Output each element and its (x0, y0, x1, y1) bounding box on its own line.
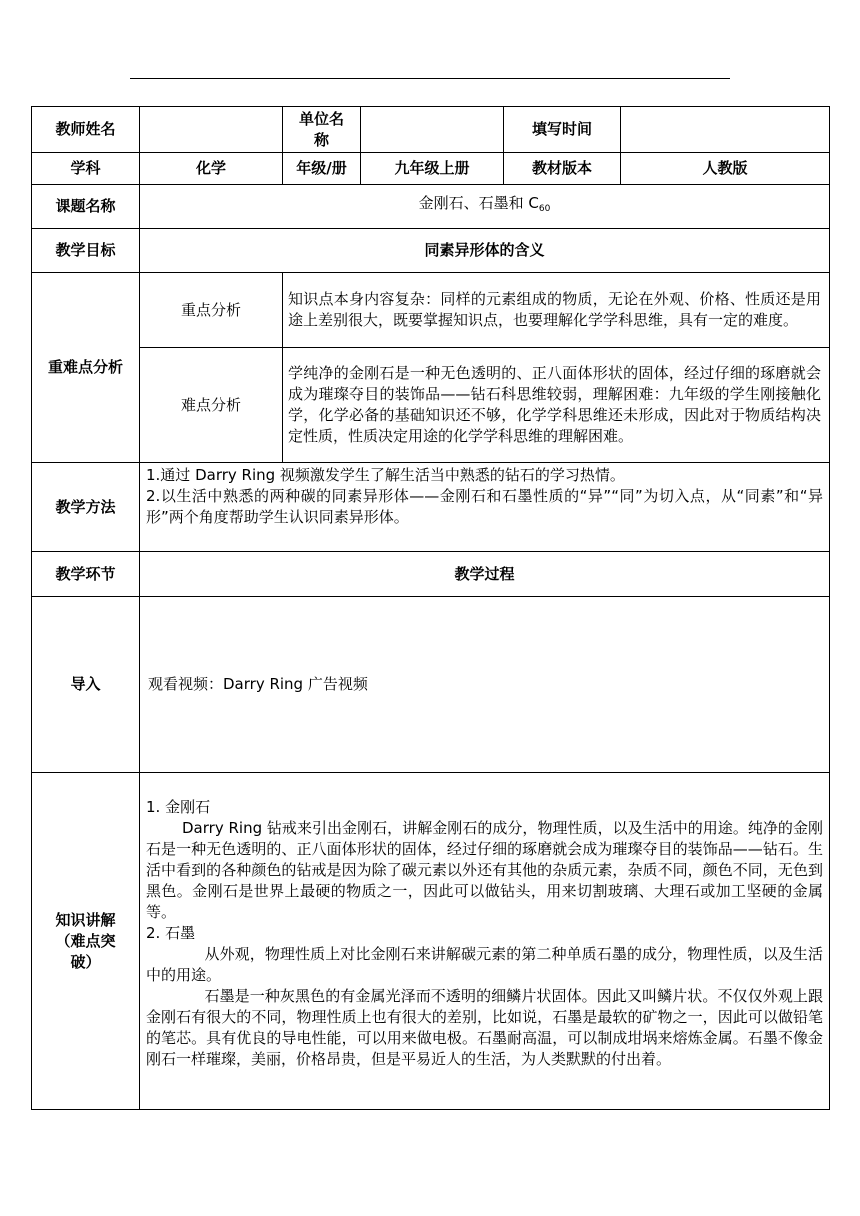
intro-label: 导入 (32, 597, 140, 773)
lesson-title-main: 金刚石、石墨和 C (418, 194, 539, 212)
teaching-section-label: 教学环节 (32, 552, 140, 597)
grade-label: 年级/册 (283, 153, 361, 185)
teaching-process-label: 教学过程 (140, 552, 830, 597)
row-subject (32, 153, 830, 185)
subject-label: 学科 (32, 153, 140, 185)
difficult-analysis-text: 学纯净的金刚石是一种无色透明的、正八面体形状的固体，经过仔细的琢磨就会成为璀璨夺目的装饰品——钻石科思维较弱，理解困难：九年级的学生刚接触化学，化学必备的基础知识还不够，化学学科思维还未形成，因此对于物质结构决定性质，性质决定用途的化学学科思维的理解困难。 (283, 348, 830, 463)
fill-time-value (621, 107, 830, 153)
teaching-method-line-2: 2.以生活中熟悉的两种碳的同素异形体——金刚石和石墨性质的“异”“同”为切入点，从“同素”和“异形”两个角度帮助学生认识同素异形体。 (146, 487, 823, 526)
textbook-label: 教材版本 (504, 153, 621, 185)
difficult-analysis-label: 难点分析 (140, 348, 283, 463)
teaching-goal-value: 同素异形体的含义 (140, 229, 830, 273)
analysis-label: 重难点分析 (32, 273, 140, 463)
teacher-name-value (140, 107, 283, 153)
row-lesson-title (32, 185, 830, 229)
unit-name-label: 单位名称 (283, 107, 361, 153)
knowledge-label-line-2: （难点突 (55, 931, 116, 950)
teaching-method-label: 教学方法 (32, 463, 140, 552)
intro-text: 观看视频：Darry Ring 广告视频 (140, 597, 830, 773)
lesson-title-value (140, 185, 830, 229)
row-intro (32, 597, 830, 773)
diamond-heading: 1. 金刚石 (146, 798, 211, 816)
textbook-value: 人教版 (621, 153, 830, 185)
lesson-title-subscript: 60 (538, 204, 551, 214)
row-teaching-method (32, 463, 830, 552)
row-difficult-analysis (32, 348, 830, 463)
knowledge-label (32, 773, 140, 1110)
teaching-goal-label: 教学目标 (32, 229, 140, 273)
knowledge-label-line-1: 知识讲解 (55, 910, 116, 929)
graphite-text: 石墨是一种灰黑色的有金属光泽而不透明的细鳞片状固体。因此又叫鳞片状。不仅仅外观上跟金刚石有很大的不同，物理性质上也有很大的差别，比如说，石墨是最软的矿物之一，因此可以做铅笔的笔芯。具有优良的导电性能，可以用来做电极。石墨耐高温，可以制成坩埚来熔炼金属。石墨不像金刚石一样璀璨，美丽，价格昂贵，但是平易近人的生活，为人类默默的付出着。 (146, 987, 823, 1068)
row-teaching-goal (32, 229, 830, 273)
teaching-method-text (140, 463, 830, 552)
teacher-name-label: 教师姓名 (32, 107, 140, 153)
lesson-title-label: 课题名称 (32, 185, 140, 229)
key-analysis-text: 知识点本身内容复杂：同样的元素组成的物质，无论在外观、价格、性质还是用途上差别很大，既要掌握知识点，也要理解化学学科思维，具有一定的难度。 (283, 273, 830, 348)
row-process-header (32, 552, 830, 597)
unit-name-value (361, 107, 504, 153)
knowledge-content (140, 773, 830, 1110)
lesson-plan-table (31, 106, 830, 1110)
grade-value: 九年级上册 (361, 153, 504, 185)
key-analysis-label: 重点分析 (140, 273, 283, 348)
teaching-method-line-1: 1.通过 Darry Ring 视频激发学生了解生活当中熟悉的钻石的学习热情。 (146, 466, 625, 484)
row-knowledge (32, 773, 830, 1110)
row-key-analysis (32, 273, 830, 348)
diamond-text: Darry Ring 钻戒来引出金刚石，讲解金刚石的成分，物理性质，以及生活中的用途。纯净的金刚石是一种无色透明的、正八面体形状的固体，经过仔细的琢磨就会成为璀璨夺目的装饰品——钻石。生活中看到的各种颜色的钻戒是因为除了碳元素以外还有其他的杂质元素，杂质不同，颜色不同，无色到黑色。金刚石是世界上最硬的物质之一，因此可以做钻头，用来切割玻璃、大理石或加工坚硬的金属等。 (146, 819, 823, 921)
header-rule (130, 78, 730, 79)
row-teacher-info (32, 107, 830, 153)
subject-value: 化学 (140, 153, 283, 185)
graphite-intro: 从外观，物理性质上对比金刚石来讲解碳元素的第二种单质石墨的成分，物理性质，以及生活中的用途。 (146, 945, 823, 984)
fill-time-label: 填写时间 (504, 107, 621, 153)
knowledge-label-line-3: 破） (70, 952, 101, 971)
graphite-heading: 2. 石墨 (146, 924, 196, 942)
